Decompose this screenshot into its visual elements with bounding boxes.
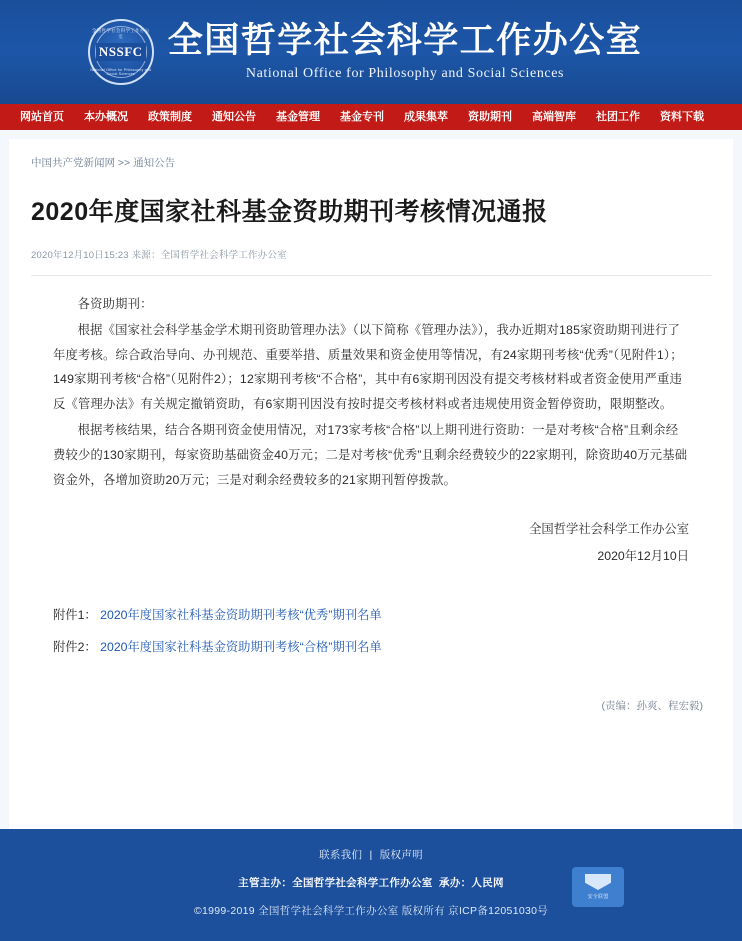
article-signature: 全国哲学社会科学工作办公室 — [529, 522, 689, 537]
footer-sponsor-label: 主管主办： — [238, 877, 293, 889]
article-date: 2020年12月10日 — [597, 549, 689, 564]
attachment-list — [9, 570, 733, 664]
attachment-row-2 — [53, 632, 689, 664]
footer-host-label: 承办： — [439, 877, 472, 889]
logo-ring-text-cn: 全国哲学社会科学工作办公室 — [91, 28, 150, 39]
page-title: 2020年度国家社科基金资助期刊考核情况通报 — [31, 198, 548, 226]
attachment-2-label: 附件2： — [53, 640, 97, 655]
nav-item-achievements[interactable]: 成果集萃 — [404, 111, 448, 123]
logo-acronym: NSSFC — [96, 43, 146, 61]
main-nav[interactable] — [0, 104, 742, 130]
attachment-1-label: 附件1： — [53, 608, 97, 623]
nav-item-home[interactable]: 网站首页 — [20, 111, 64, 123]
shield-icon — [585, 874, 611, 890]
site-titles — [168, 22, 643, 83]
header-branding — [88, 19, 643, 85]
article-body — [9, 276, 733, 493]
footer-sponsor-line — [0, 875, 742, 890]
nav-item-fund-journal[interactable]: 基金专刊 — [340, 111, 384, 123]
nav-item-announcements[interactable]: 通知公告 — [212, 111, 256, 123]
footer-host-value: 人民网 — [471, 877, 504, 889]
breadcrumb-current[interactable]: 通知公告 — [133, 157, 176, 169]
nav-item-about[interactable]: 本办概况 — [84, 111, 128, 123]
site-title-cn: 全国哲学社会科学工作办公室 — [167, 20, 643, 60]
article-paragraph-2: 根据考核结果，结合各期刊资金使用情况，对173家考核“合格”以上期刊进行资助：一是对考核“合格”且剩余经费较少的130家期刊，每家资助基础资金40万元；二是对考核“优秀”且剩余经费较少的22家期刊，除资助40万元基础资金外，各增加资助20万元；三是对剩余经费较多的21家期刊暂停拨款。 — [53, 423, 688, 487]
article-salutation: 各资助期刊： — [77, 296, 153, 311]
article-paragraph-1: 根据《国家社会科学基金学术期刊资助管理办法》（以下简称《管理办法》），我办近期对185家资助期刊进行了年度考核。综合政治导向、办刊规范、重要举措、质量效果和资金使用等情况，有24家期刊考核“优秀”（见附件1）；149家期刊考核“合格”（见附件2）；12家期刊考核“不合格”，其中有6家期刊因没有提交考核材料或者资金使用严重违反《管理办法》有关规定撤销资助，有6家期刊因没有按时提交考核材料或者违规使用资金暂停资助，限期整改。 — [53, 323, 683, 411]
footer-sponsor-value: 全国哲学社会科学工作办公室 — [292, 877, 433, 889]
footer-link-separator: | — [369, 849, 373, 861]
breadcrumb — [9, 139, 733, 170]
breadcrumb-root[interactable]: 中国共产党新闻网 — [31, 157, 115, 169]
logo-ring-text-en: National Office for Philosophy and Social Sciences — [90, 68, 152, 76]
article-signature-block — [9, 494, 733, 570]
nssfc-logo — [88, 19, 154, 85]
breadcrumb-separator: >> — [117, 157, 131, 169]
nav-item-think-tank[interactable]: 高端智库 — [532, 111, 576, 123]
attachment-2-link[interactable]: 2020年度国家社科基金资助期刊考核“合格”期刊名单 — [100, 640, 382, 655]
footer-links — [0, 847, 742, 862]
security-alliance-badge-label: 安全联盟 — [587, 894, 609, 900]
article-container — [9, 139, 733, 829]
nav-item-policy[interactable]: 政策制度 — [148, 111, 192, 123]
site-footer — [0, 829, 742, 941]
footer-link-copyright-statement[interactable]: 版权声明 — [379, 849, 423, 861]
site-header — [0, 0, 742, 104]
nav-item-fund-management[interactable]: 基金管理 — [276, 111, 320, 123]
footer-link-contact[interactable]: 联系我们 — [319, 849, 363, 861]
article-meta: 2020年12月10日15:23 来源：全国哲学社会科学工作办公室 — [31, 249, 287, 261]
site-title-en: National Office for Philosophy and Social Sciences — [245, 66, 565, 82]
attachment-1-link[interactable]: 2020年度国家社科基金资助期刊考核“优秀”期刊名单 — [100, 608, 382, 623]
attachment-row-1 — [53, 600, 689, 632]
nav-item-association-work[interactable]: 社团工作 — [596, 111, 640, 123]
footer-copyright: ©1999-2019 全国哲学社会科学工作办公室 版权所有 京ICP备12051030号 — [193, 905, 549, 917]
nav-item-funded-journals[interactable]: 资助期刊 — [468, 111, 512, 123]
nav-item-downloads[interactable]: 资料下载 — [660, 111, 704, 123]
article-editor: (责编：孙爽、程宏毅) — [601, 700, 703, 713]
security-alliance-badge[interactable] — [572, 867, 624, 907]
